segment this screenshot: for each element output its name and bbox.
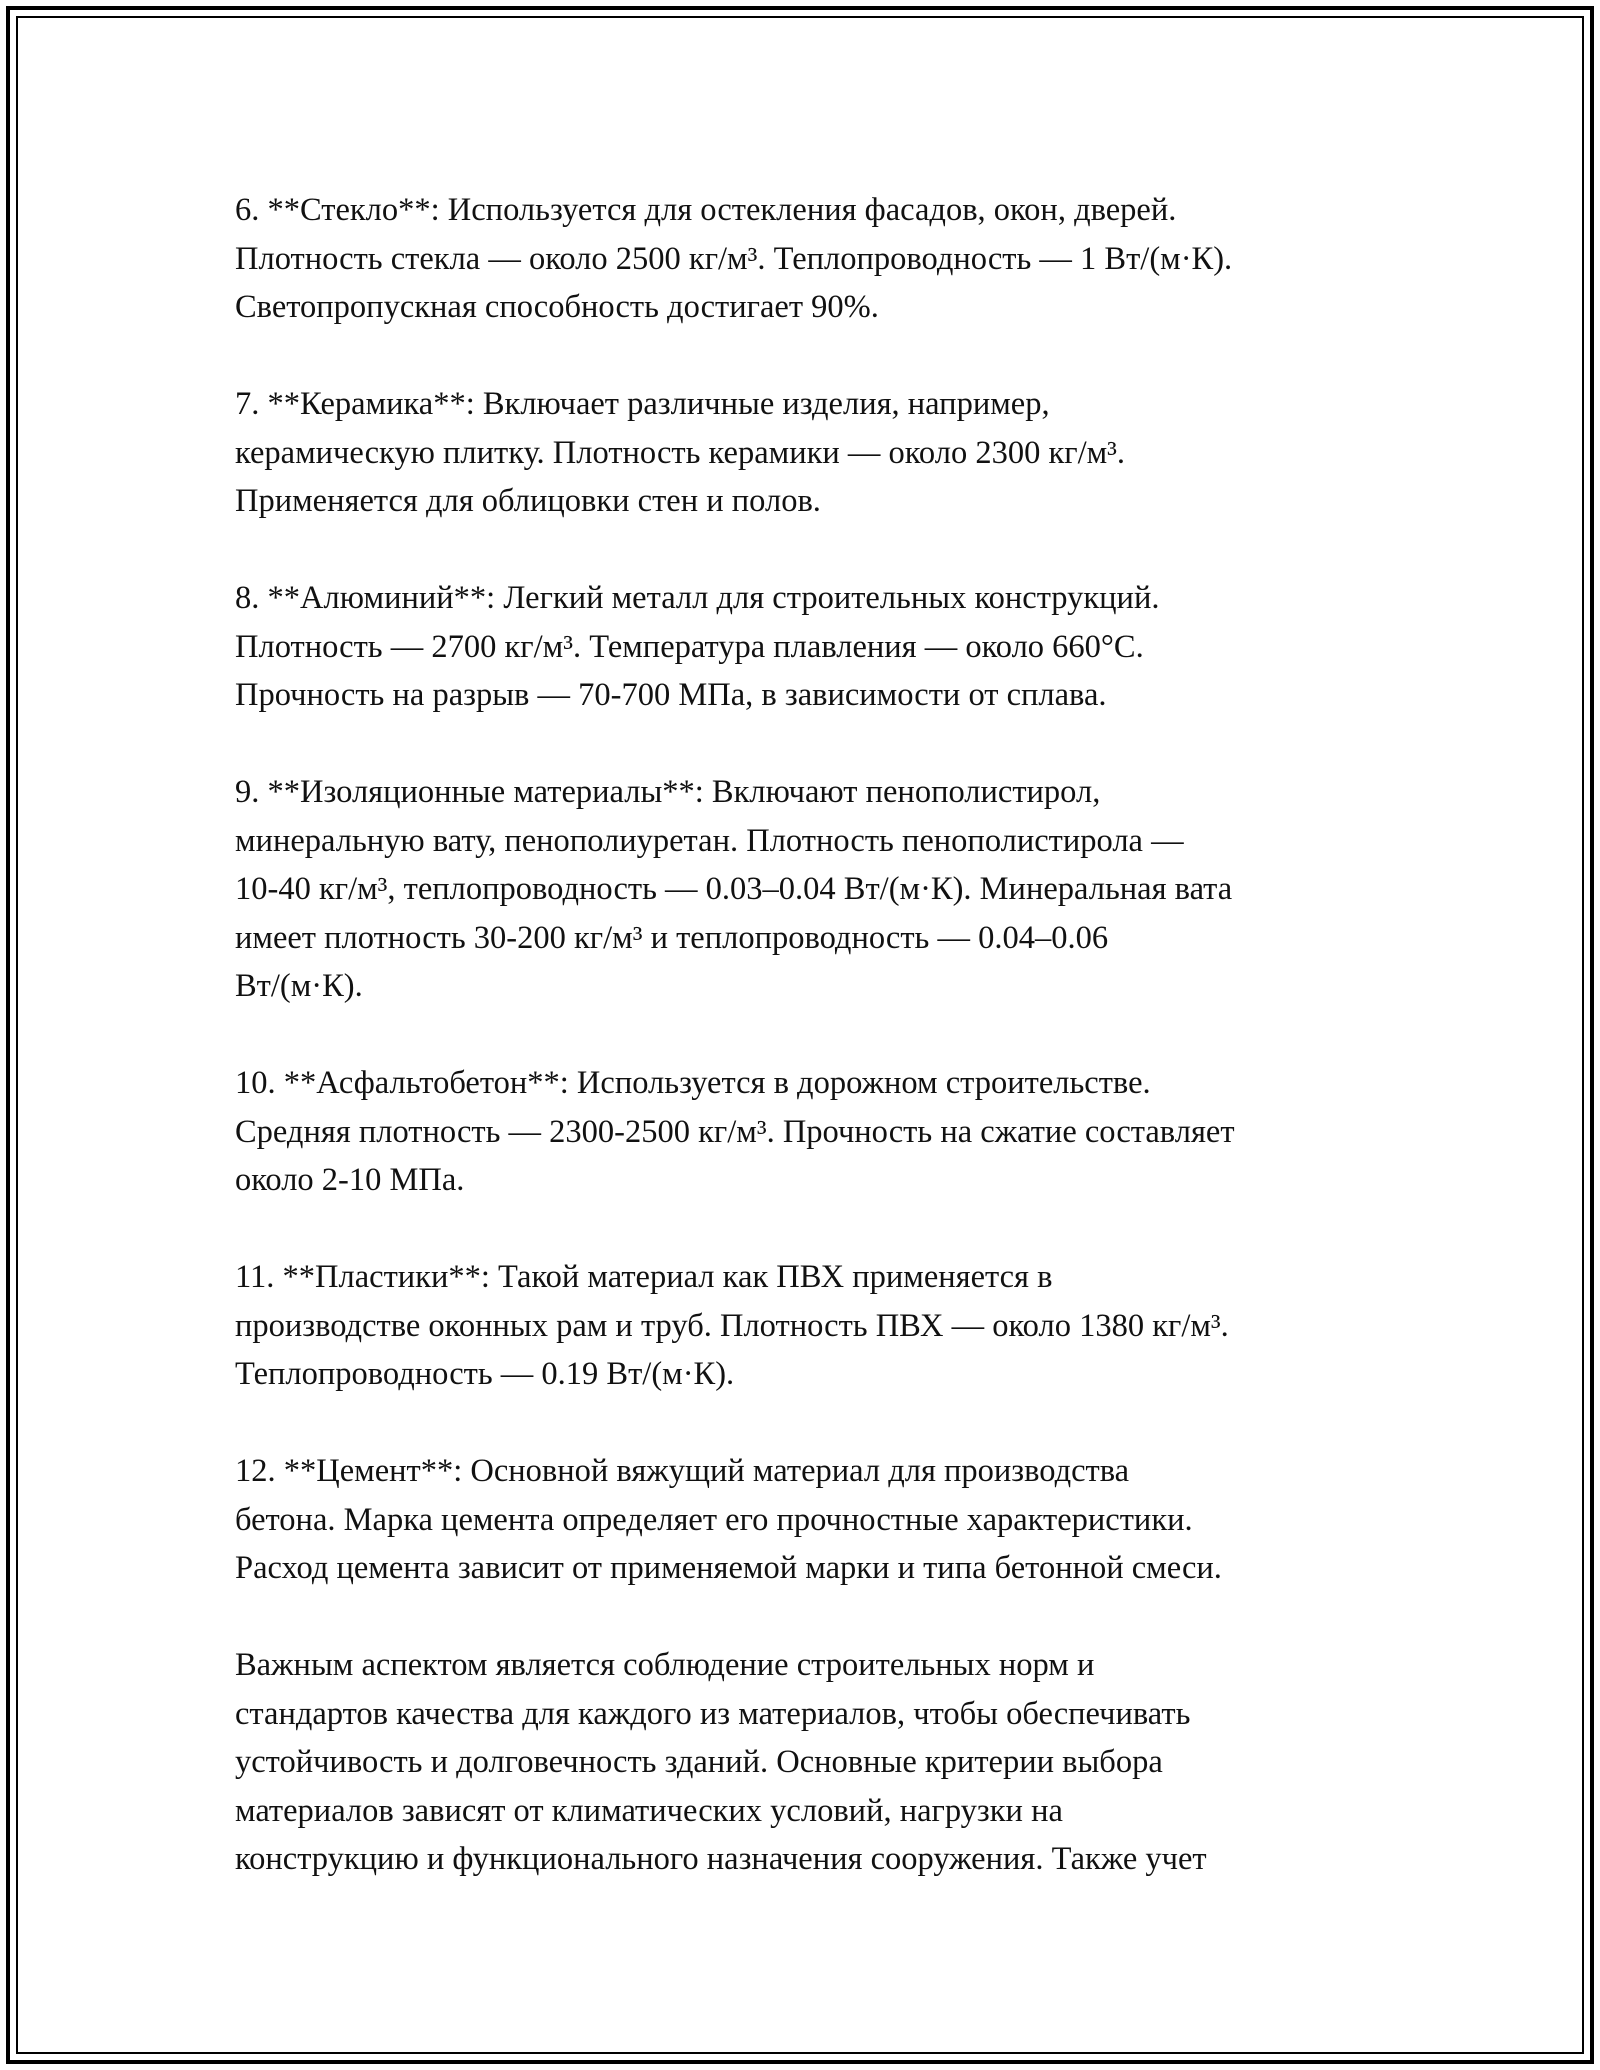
paragraph (235, 768, 1385, 1011)
text-line: устойчивость и долговечность зданий. Основные критерии выбора (235, 1744, 1163, 1780)
text-line: 12. **Цемент**: Основной вяжущий материал для производства (235, 1453, 1130, 1489)
text-line: Средняя плотность — 2300-2500 кг/м³. Прочность на сжатие составляет (235, 1113, 1235, 1150)
text-line: минеральную вату, пенополиуретан. Плотность пенополистирола — (235, 822, 1184, 859)
text-line: 10-40 кг/м³, теплопроводность — 0.03–0.04 Вт/(м·К). Минеральная вата (235, 871, 1233, 907)
text-line: 10. **Асфальтобетон**: Используется в дорожном строительстве. (235, 1065, 1151, 1101)
paragraph (235, 380, 1385, 526)
text-line: имеет плотность 30-200 кг/м³ и теплопроводность — 0.04–0.06 (235, 919, 1109, 956)
text-line: Прочность на разрыв — 70-700 МПа, в зависимости от сплава. (235, 677, 1107, 713)
text-line: Вт/(м·К). (235, 968, 363, 1004)
text-line: 9. **Изоляционные материалы**: Включают пенополистирол, (235, 774, 1101, 810)
paragraph (235, 1447, 1385, 1593)
text-line: керамическую плитку. Плотность керамики — около 2300 кг/м³. (235, 434, 1126, 471)
text-line: Применяется для облицовки стен и полов. (235, 483, 821, 519)
text-line: конструкцию и функционального назначения сооружения. Также учет (235, 1841, 1207, 1877)
paragraph (235, 574, 1385, 720)
text-line: Теплопроводность — 0.19 Вт/(м·К). (235, 1356, 735, 1392)
text-line: Плотность стекла — около 2500 кг/м³. Теплопроводность — 1 Вт/(м·К). (235, 240, 1233, 277)
text-line: 6. **Стекло**: Используется для остекления фасадов, окон, дверей. (235, 192, 1177, 228)
text-line: Расход цемента зависит от применяемой марки и типа бетонной смеси. (235, 1550, 1222, 1586)
paragraph (235, 1641, 1385, 1884)
text-line: Важным аспектом является соблюдение строительных норм и (235, 1647, 1095, 1683)
text-line: около 2-10 МПа. (235, 1162, 465, 1198)
text-line: материалов зависят от климатических условий, нагрузки на (235, 1792, 1063, 1829)
text-line: стандартов качества для каждого из материалов, чтобы обеспечивать (235, 1695, 1191, 1732)
paragraph (235, 1059, 1385, 1205)
text-line: производстве оконных рам и труб. Плотность ПВХ — около 1380 кг/м³. (235, 1307, 1229, 1344)
paragraph (235, 186, 1385, 332)
text-line: Светопропускная способность достигает 90%. (235, 289, 879, 325)
text-line: Плотность — 2700 кг/м³. Температура плавления — около 660°C. (235, 628, 1144, 665)
text-line: 8. **Алюминий**: Легкий металл для строительных конструкций. (235, 580, 1160, 616)
paragraph (235, 1253, 1385, 1399)
text-line: 11. **Пластики**: Такой материал как ПВХ применяется в (235, 1259, 1053, 1295)
text-line: бетона. Марка цемента определяет его прочностные характеристики. (235, 1501, 1193, 1538)
document-body (235, 186, 1385, 1932)
text-line: 7. **Керамика**: Включает различные изделия, например, (235, 386, 1050, 422)
